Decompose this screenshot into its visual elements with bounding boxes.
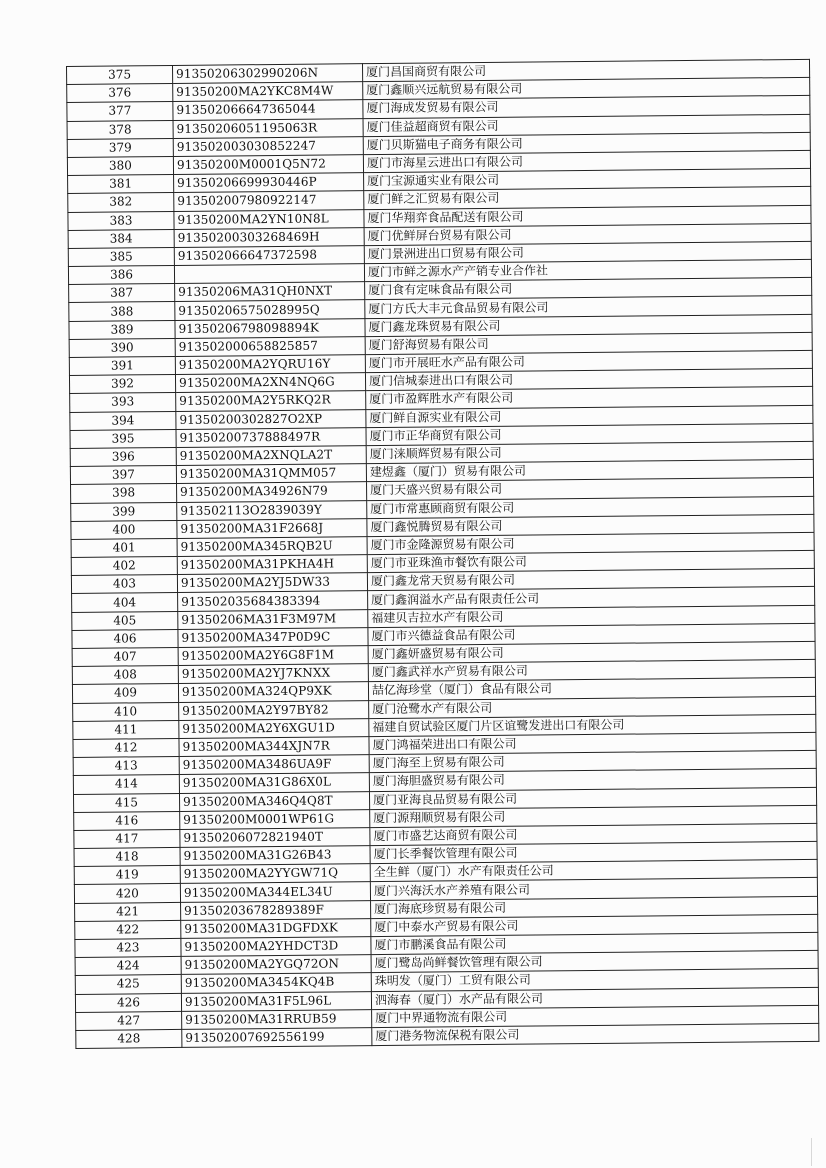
credit-code-cell: 913502113O2839039Y xyxy=(177,500,367,520)
company-name-cell: 厦门景洲进出口贸易有限公司 xyxy=(364,241,811,263)
company-name-cell: 厦门鹭岛尚鲜餐饮管理有限公司 xyxy=(371,951,818,973)
credit-code-cell: 91350200MA3454KQ4B xyxy=(181,973,371,993)
row-number-cell: 399 xyxy=(71,502,177,521)
company-name-cell: 厦门海成发贸易有限公司 xyxy=(363,96,810,118)
row-number-cell: 423 xyxy=(75,938,181,957)
table-body xyxy=(67,59,819,1048)
credit-code-cell: 91350206072821940T xyxy=(180,827,370,847)
company-name-cell: 福建贝吉拉水产有限公司 xyxy=(368,605,815,627)
row-number-cell: 383 xyxy=(68,211,174,230)
company-name-cell: 厦门市鲜之源水产产销专业合作社 xyxy=(364,259,811,281)
credit-code-cell: 91350206302990206N xyxy=(172,64,362,84)
company-name-cell: 厦门鑫武祥水产贸易有限公司 xyxy=(368,660,815,682)
row-number-cell: 425 xyxy=(75,975,181,994)
row-number-cell: 395 xyxy=(70,429,176,448)
credit-code-cell: 91350200MA31G26B43 xyxy=(180,846,370,866)
row-number-cell: 405 xyxy=(72,611,178,630)
company-name-cell: 珠明发（厦门）工贸有限公司 xyxy=(371,969,818,991)
company-name-cell: 厦门市常惠顾商贸有限公司 xyxy=(367,496,814,518)
credit-code-cell: 91350200MA2XNQLA2T xyxy=(176,446,366,466)
credit-code-cell: 91350200737888497R xyxy=(176,427,366,447)
row-number-cell: 412 xyxy=(73,738,179,757)
row-number-cell: 387 xyxy=(69,284,175,303)
row-number-cell: 422 xyxy=(75,920,181,939)
company-name-cell: 全生鲜（厦门）水产有限责任公司 xyxy=(370,860,817,882)
row-number-cell: 410 xyxy=(73,702,179,721)
company-name-cell: 厦门海底珍贸易有限公司 xyxy=(371,896,818,918)
credit-code-cell: 913502066647365044 xyxy=(173,100,363,120)
row-number-cell: 390 xyxy=(69,338,175,357)
row-number-cell: 391 xyxy=(69,356,175,375)
company-name-cell: 厦门市亚珠渔市餐饮有限公司 xyxy=(367,550,814,572)
company-name-cell: 厦门兴海沃水产养殖有限公司 xyxy=(370,878,817,900)
credit-code-cell: 91350200MA31PKHA4H xyxy=(177,555,367,575)
company-name-cell: 厦门海胆盛贸易有限公司 xyxy=(369,769,816,791)
credit-code-cell: 91350200MA344EL34U xyxy=(180,882,370,902)
credit-code-cell: 91350200MA2YKC8M4W xyxy=(173,82,363,102)
credit-code-cell: 913502007692556199 xyxy=(182,1028,372,1048)
credit-code-cell: 91350200MA31F2668J xyxy=(177,518,367,538)
company-name-cell: 厦门信城泰进出口有限公司 xyxy=(365,369,812,391)
row-number-cell: 427 xyxy=(76,1011,182,1030)
credit-code-cell: 91350200MA31RRUB59 xyxy=(182,1009,372,1029)
row-number-cell: 376 xyxy=(67,84,173,103)
row-number-cell: 421 xyxy=(75,902,181,921)
company-name-cell: 厦门方氏大丰元食品贸易有限公司 xyxy=(365,296,812,318)
company-name-cell: 厦门食有定味食品有限公司 xyxy=(365,278,812,300)
credit-code-cell: 91350200MA2Y97BY82 xyxy=(179,700,369,720)
credit-code-cell: 91350200MA344XJN7R xyxy=(179,737,369,757)
company-name-cell: 厦门鑫润溢水产品有限责任公司 xyxy=(368,587,815,609)
row-number-cell: 393 xyxy=(70,393,176,412)
row-number-cell: 417 xyxy=(74,829,180,848)
credit-code-cell: 91350200MA2YJ7KNXX xyxy=(178,664,368,684)
row-number-cell: 380 xyxy=(67,156,173,175)
row-number-cell: 409 xyxy=(72,684,178,703)
company-name-cell: 厦门市正华商贸有限公司 xyxy=(366,423,813,445)
row-number-cell: 389 xyxy=(69,320,175,339)
credit-code-cell: 91350200MA31G86X0L xyxy=(179,773,369,793)
credit-code-cell: 91350200303268469H xyxy=(174,227,364,247)
credit-code-cell: 91350200MA2XN4NQ6G xyxy=(175,373,365,393)
row-number-cell: 418 xyxy=(74,848,180,867)
company-name-cell: 厦门市盛艺达商贸有限公司 xyxy=(370,823,817,845)
row-number-cell: 404 xyxy=(72,593,178,612)
credit-code-cell: 91350206MA31F3M97M xyxy=(178,609,368,629)
row-number-cell: 392 xyxy=(69,375,175,394)
row-number-cell: 378 xyxy=(67,120,173,139)
credit-code-cell: 91350206699930446P xyxy=(174,173,364,193)
credit-code-cell: 91350206798098894K xyxy=(175,318,365,338)
company-name-cell: 厦门市海星云进出口有限公司 xyxy=(363,150,810,172)
company-name-cell: 厦门沧鹭水产有限公司 xyxy=(369,696,816,718)
credit-code-cell: 913502066647372598 xyxy=(174,246,364,266)
row-number-cell: 382 xyxy=(68,193,174,212)
row-number-cell: 426 xyxy=(75,993,181,1012)
credit-code-cell: 91350200M0001Q5N72 xyxy=(173,155,363,175)
company-name-cell: 厦门海至上贸易有限公司 xyxy=(369,750,816,772)
row-number-cell: 407 xyxy=(72,647,178,666)
credit-code-cell: 913502000658825857 xyxy=(175,336,365,356)
company-name-cell: 喆亿海珍堂（厦门）食品有限公司 xyxy=(368,678,815,700)
company-name-cell: 厦门宝源通实业有限公司 xyxy=(364,168,811,190)
credit-code-cell: 91350200MA2YYGW71Q xyxy=(180,864,370,884)
credit-code-cell xyxy=(174,264,364,284)
company-name-cell: 厦门鲜自源实业有限公司 xyxy=(366,405,813,427)
company-name-cell: 厦门源翔顺贸易有限公司 xyxy=(370,805,817,827)
company-name-cell: 厦门中泰水产贸易有限公司 xyxy=(371,914,818,936)
row-number-cell: 388 xyxy=(69,302,175,321)
row-number-cell: 385 xyxy=(68,247,174,266)
row-number-cell: 402 xyxy=(71,557,177,576)
credit-code-cell: 91350200MA31DGFDXK xyxy=(181,918,371,938)
row-number-cell: 401 xyxy=(71,538,177,557)
credit-code-cell: 91350200MA347P0D9C xyxy=(178,627,368,647)
credit-code-cell: 91350200MA2Y6XGU1D xyxy=(179,718,369,738)
row-number-cell: 414 xyxy=(73,775,179,794)
company-name-cell: 厦门市开展旺水产品有限公司 xyxy=(365,350,812,372)
row-number-cell: 381 xyxy=(68,175,174,194)
credit-code-cell: 91350200MA31QMM057 xyxy=(176,464,366,484)
company-name-cell: 福建自贸试验区厦门片区谊鹭发进出口有限公司 xyxy=(369,714,816,736)
credit-code-cell: 91350206051195063R xyxy=(173,118,363,138)
row-number-cell: 406 xyxy=(72,629,178,648)
page-edge-mark xyxy=(811,1138,824,1166)
credit-code-cell: 91350200MA34926N79 xyxy=(177,482,367,502)
row-number-cell: 379 xyxy=(67,138,173,157)
credit-code-cell: 91350200302827O2XP xyxy=(176,409,366,429)
row-number-cell: 386 xyxy=(68,266,174,285)
company-name-cell: 厦门佳益超商贸有限公司 xyxy=(363,114,810,136)
row-number-cell: 411 xyxy=(73,720,179,739)
row-number-cell: 398 xyxy=(71,484,177,503)
row-number-cell: 428 xyxy=(76,1029,182,1048)
row-number-cell: 377 xyxy=(67,102,173,121)
company-name-cell: 厦门鸿福荣进出口有限公司 xyxy=(369,732,816,754)
company-name-cell: 厦门鑫妍盛贸易有限公司 xyxy=(368,641,815,663)
row-number-cell: 375 xyxy=(67,65,173,84)
registration-table xyxy=(66,59,819,1049)
credit-code-cell: 91350206575028995Q xyxy=(175,300,365,320)
credit-code-cell: 91350200MA2YQRU16Y xyxy=(175,355,365,375)
row-number-cell: 394 xyxy=(70,411,176,430)
company-name-cell: 厦门鑫悦腾贸易有限公司 xyxy=(367,514,814,536)
company-name-cell: 建煜鑫（厦门）贸易有限公司 xyxy=(366,459,813,481)
row-number-cell: 416 xyxy=(74,811,180,830)
credit-code-cell: 913502007980922147 xyxy=(174,191,364,211)
company-name-cell: 厦门昌国商贸有限公司 xyxy=(362,59,809,81)
company-name-cell: 厦门市兴德益食品有限公司 xyxy=(368,623,815,645)
credit-code-cell: 913502036782893​89F xyxy=(181,900,371,920)
credit-code-cell: 91350200MA2Y5RKQ2R xyxy=(176,391,366,411)
company-name-cell: 厦门鑫龙珠贸易有限公司 xyxy=(365,314,812,336)
company-name-cell: 厦门舒海贸易有限公司 xyxy=(365,332,812,354)
credit-code-cell: 91350200MA3486UA9F xyxy=(179,755,369,775)
credit-code-cell: 91350200MA31F5L96L xyxy=(181,991,371,1011)
company-name-cell: 泗海春（厦门）水产品有限公司 xyxy=(371,987,818,1009)
credit-code-cell: 91350206MA31QH0NXT xyxy=(175,282,365,302)
company-name-cell: 厦门鑫顺兴远航贸易有限公司 xyxy=(363,78,810,100)
credit-code-cell: 91350200MA2YHDCT3D xyxy=(181,937,371,957)
credit-code-cell: 913502035684383394 xyxy=(178,591,368,611)
company-name-cell: 厦门贝斯猫电子商务有限公司 xyxy=(363,132,810,154)
row-number-cell: 413 xyxy=(73,757,179,776)
company-name-cell: 厦门港务物流保税有限公司 xyxy=(372,1023,819,1045)
credit-code-cell: 91350200MA346Q4Q8T xyxy=(179,791,369,811)
company-name-cell: 厦门中界通物流有限公司 xyxy=(372,1005,819,1027)
row-number-cell: 408 xyxy=(72,666,178,685)
credit-code-cell: 91350200MA324QP9XK xyxy=(178,682,368,702)
credit-code-cell: 91350200MA2YGQ72ON xyxy=(181,955,371,975)
company-name-cell: 厦门鲜之汇贸易有限公司 xyxy=(364,187,811,209)
credit-code-cell: 91350200MA2Y6G8F1M xyxy=(178,646,368,666)
row-number-cell: 400 xyxy=(71,520,177,539)
row-number-cell: 384 xyxy=(68,229,174,248)
company-name-cell: 厦门亚海良品贸易有限公司 xyxy=(369,787,816,809)
row-number-cell: 397 xyxy=(70,466,176,485)
company-name-cell: 厦门华翔弈食品配送有限公司 xyxy=(364,205,811,227)
row-number-cell: 396 xyxy=(70,447,176,466)
company-name-cell: 厦门天盛兴贸易有限公司 xyxy=(367,478,814,500)
company-name-cell: 厦门市鹏溪食品有限公司 xyxy=(371,932,818,954)
company-name-cell: 厦门市盈辉胜水产有限公司 xyxy=(366,387,813,409)
credit-code-cell: 91350200MA345RQB2U xyxy=(177,537,367,557)
company-name-cell: 厦门市金隆源贸易有限公司 xyxy=(367,532,814,554)
row-number-cell: 403 xyxy=(71,575,177,594)
row-number-cell: 415 xyxy=(73,793,179,812)
credit-code-cell: 913502003030852247 xyxy=(173,136,363,156)
company-name-cell: 厦门鑫龙常天贸易有限公司 xyxy=(367,569,814,591)
row-number-cell: 419 xyxy=(74,866,180,885)
row-number-cell: 424 xyxy=(75,957,181,976)
credit-code-cell: 91350200MA2YN10N8L xyxy=(174,209,364,229)
credit-code-cell: 91350200MA2YJ5DW33 xyxy=(177,573,367,593)
company-name-cell: 厦门长季餐饮管理有限公司 xyxy=(370,841,817,863)
company-name-cell: 厦门涞顺辉贸易有限公司 xyxy=(366,441,813,463)
company-name-cell: 厦门优鲜屏台贸易有限公司 xyxy=(364,223,811,245)
credit-code-cell: 91350200M0001WP61G xyxy=(180,809,370,829)
row-number-cell: 420 xyxy=(74,884,180,903)
